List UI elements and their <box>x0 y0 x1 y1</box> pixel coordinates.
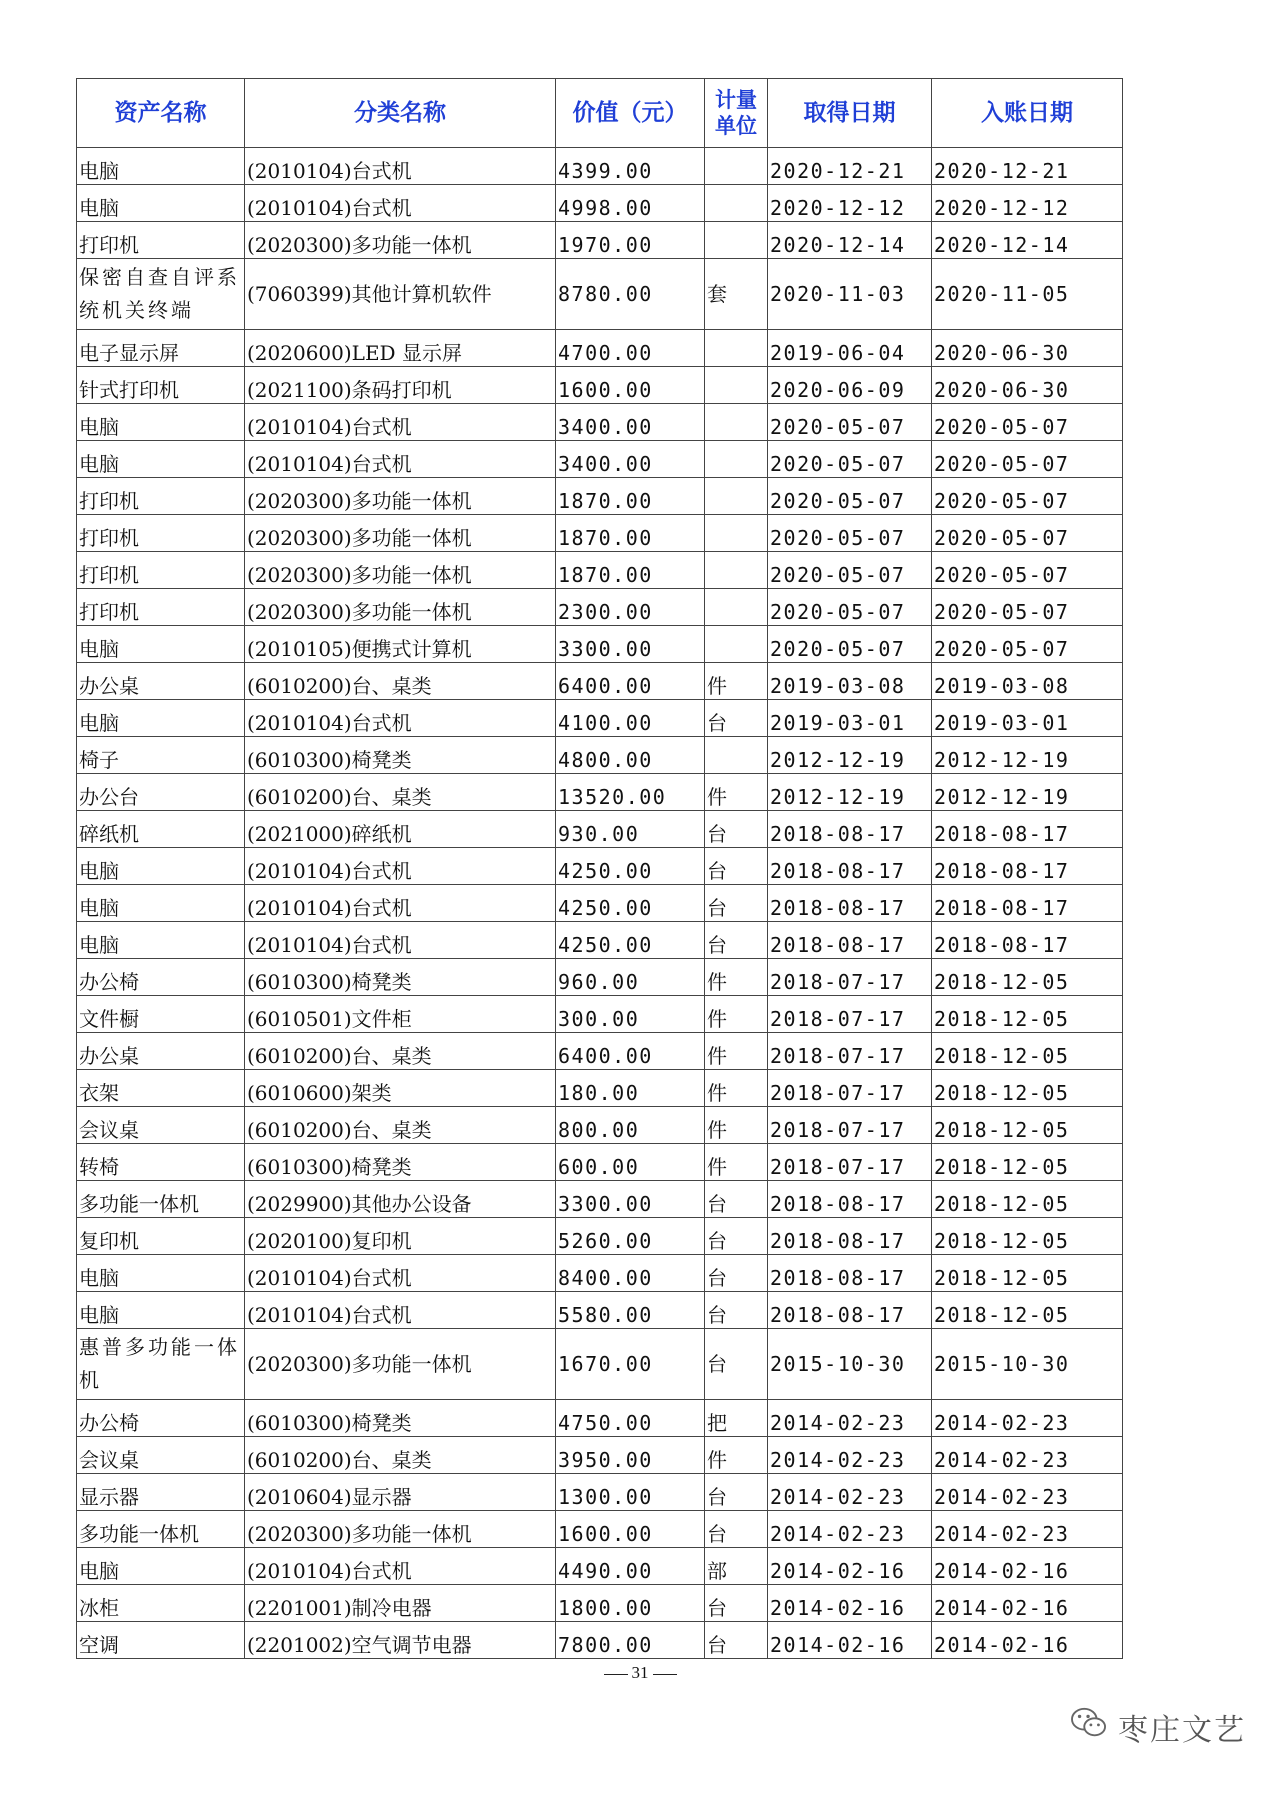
cell-booked-date: 2018-08-17 <box>932 848 1123 885</box>
cell-asset-name: 办公桌 <box>77 663 245 700</box>
cell-unit <box>705 185 768 222</box>
cell-asset-name: 显示器 <box>77 1474 245 1511</box>
cell-category: (6010200)台、桌类 <box>245 774 556 811</box>
header-asset-name: 资产名称 <box>77 79 245 148</box>
cell-value: 5260.00 <box>556 1218 705 1255</box>
cell-asset-name: 电脑 <box>77 885 245 922</box>
header-category: 分类名称 <box>245 79 556 148</box>
cell-category: (2201002)空气调节电器 <box>245 1622 556 1659</box>
cell-unit: 套 <box>705 259 768 330</box>
cell-asset-name: 电脑 <box>77 185 245 222</box>
cell-booked-date: 2020-05-07 <box>932 404 1123 441</box>
cell-asset-name: 多功能一体机 <box>77 1511 245 1548</box>
cell-unit <box>705 330 768 367</box>
cell-unit: 台 <box>705 922 768 959</box>
cell-acquired-date: 2018-07-17 <box>768 1070 932 1107</box>
cell-value: 4750.00 <box>556 1400 705 1437</box>
cell-value: 1600.00 <box>556 1511 705 1548</box>
cell-asset-name: 办公桌 <box>77 1033 245 1070</box>
cell-asset-name: 打印机 <box>77 222 245 259</box>
cell-asset-name: 电脑 <box>77 922 245 959</box>
header-unit <box>705 79 768 148</box>
cell-acquired-date: 2018-08-17 <box>768 1218 932 1255</box>
table-row <box>77 552 1123 589</box>
cell-unit: 件 <box>705 1070 768 1107</box>
cell-booked-date: 2014-02-16 <box>932 1585 1123 1622</box>
table-row <box>77 185 1123 222</box>
cell-acquired-date: 2018-07-17 <box>768 959 932 996</box>
table-row <box>77 1622 1123 1659</box>
cell-category: (2010104)台式机 <box>245 1292 556 1329</box>
cell-asset-name: 电脑 <box>77 441 245 478</box>
cell-value: 960.00 <box>556 959 705 996</box>
cell-category: (6010300)椅凳类 <box>245 1400 556 1437</box>
cell-value: 4700.00 <box>556 330 705 367</box>
cell-category: (6010300)椅凳类 <box>245 959 556 996</box>
cell-acquired-date: 2014-02-16 <box>768 1548 932 1585</box>
table-row <box>77 1437 1123 1474</box>
cell-value: 1670.00 <box>556 1329 705 1400</box>
cell-asset-name: 文件橱 <box>77 996 245 1033</box>
cell-value: 1870.00 <box>556 478 705 515</box>
cell-acquired-date: 2012-12-19 <box>768 774 932 811</box>
cell-unit: 台 <box>705 700 768 737</box>
cell-unit <box>705 222 768 259</box>
table-row <box>77 663 1123 700</box>
cell-booked-date: 2015-10-30 <box>932 1329 1123 1400</box>
cell-category: (2010104)台式机 <box>245 885 556 922</box>
cell-acquired-date: 2018-08-17 <box>768 885 932 922</box>
cell-value: 6400.00 <box>556 1033 705 1070</box>
cell-booked-date: 2014-02-16 <box>932 1622 1123 1659</box>
table-row <box>77 1329 1123 1400</box>
table-row <box>77 1292 1123 1329</box>
cell-booked-date: 2012-12-19 <box>932 774 1123 811</box>
table-row <box>77 848 1123 885</box>
cell-acquired-date: 2018-08-17 <box>768 1181 932 1218</box>
cell-booked-date: 2014-02-23 <box>932 1400 1123 1437</box>
cell-acquired-date: 2018-08-17 <box>768 1292 932 1329</box>
cell-booked-date: 2014-02-23 <box>932 1437 1123 1474</box>
cell-acquired-date: 2020-05-07 <box>768 589 932 626</box>
cell-category: (2029900)其他办公设备 <box>245 1181 556 1218</box>
watermark <box>1070 1705 1246 1749</box>
cell-asset-name: 会议桌 <box>77 1437 245 1474</box>
cell-category: (2010104)台式机 <box>245 185 556 222</box>
cell-category: (2010104)台式机 <box>245 922 556 959</box>
cell-category: (6010200)台、桌类 <box>245 1107 556 1144</box>
table-row <box>77 885 1123 922</box>
cell-acquired-date: 2018-07-17 <box>768 1107 932 1144</box>
cell-unit: 件 <box>705 996 768 1033</box>
cell-booked-date: 2020-06-30 <box>932 330 1123 367</box>
table-row <box>77 626 1123 663</box>
cell-asset-name: 办公台 <box>77 774 245 811</box>
cell-asset-name: 衣架 <box>77 1070 245 1107</box>
cell-asset-name: 针式打印机 <box>77 367 245 404</box>
cell-category: (6010200)台、桌类 <box>245 1437 556 1474</box>
cell-value: 4250.00 <box>556 922 705 959</box>
cell-category: (6010200)台、桌类 <box>245 1033 556 1070</box>
cell-asset-name: 打印机 <box>77 589 245 626</box>
cell-value: 1300.00 <box>556 1474 705 1511</box>
cell-value: 6400.00 <box>556 663 705 700</box>
cell-category: (7060399)其他计算机软件 <box>245 259 556 330</box>
cell-acquired-date: 2019-03-08 <box>768 663 932 700</box>
cell-acquired-date: 2020-05-07 <box>768 478 932 515</box>
table-row <box>77 811 1123 848</box>
cell-value: 8780.00 <box>556 259 705 330</box>
cell-booked-date: 2018-12-05 <box>932 959 1123 996</box>
cell-category: (2010104)台式机 <box>245 1548 556 1585</box>
cell-unit: 件 <box>705 1144 768 1181</box>
cell-value: 1970.00 <box>556 222 705 259</box>
table-row <box>77 441 1123 478</box>
cell-value: 180.00 <box>556 1070 705 1107</box>
cell-asset-name: 电脑 <box>77 1548 245 1585</box>
cell-asset-name: 电脑 <box>77 848 245 885</box>
cell-acquired-date: 2014-02-23 <box>768 1511 932 1548</box>
cell-category: (2020300)多功能一体机 <box>245 222 556 259</box>
cell-acquired-date: 2015-10-30 <box>768 1329 932 1400</box>
cell-acquired-date: 2018-08-17 <box>768 922 932 959</box>
cell-acquired-date: 2014-02-23 <box>768 1437 932 1474</box>
cell-category: (2020300)多功能一体机 <box>245 478 556 515</box>
cell-value: 7800.00 <box>556 1622 705 1659</box>
cell-asset-name: 多功能一体机 <box>77 1181 245 1218</box>
cell-unit <box>705 441 768 478</box>
page-number-dash-left <box>604 1674 628 1675</box>
cell-asset-name: 办公椅 <box>77 959 245 996</box>
cell-unit: 件 <box>705 774 768 811</box>
header-unit-line1: 计量 <box>715 87 757 112</box>
cell-acquired-date: 2020-05-07 <box>768 441 932 478</box>
cell-acquired-date: 2020-06-09 <box>768 367 932 404</box>
cell-category: (6010600)架类 <box>245 1070 556 1107</box>
cell-category: (2201001)制冷电器 <box>245 1585 556 1622</box>
cell-value: 8400.00 <box>556 1255 705 1292</box>
cell-acquired-date: 2020-05-07 <box>768 404 932 441</box>
table-row <box>77 478 1123 515</box>
cell-value: 3300.00 <box>556 1181 705 1218</box>
table-row <box>77 515 1123 552</box>
cell-booked-date: 2020-05-07 <box>932 515 1123 552</box>
table-row <box>77 367 1123 404</box>
cell-acquired-date: 2012-12-19 <box>768 737 932 774</box>
cell-value: 1600.00 <box>556 367 705 404</box>
cell-unit: 台 <box>705 1218 768 1255</box>
header-value: 价值（元） <box>556 79 705 148</box>
cell-unit: 把 <box>705 1400 768 1437</box>
header-acquired-date: 取得日期 <box>768 79 932 148</box>
cell-value: 600.00 <box>556 1144 705 1181</box>
cell-acquired-date: 2014-02-16 <box>768 1585 932 1622</box>
cell-booked-date: 2020-05-07 <box>932 552 1123 589</box>
cell-asset-name: 复印机 <box>77 1218 245 1255</box>
cell-acquired-date: 2018-07-17 <box>768 996 932 1033</box>
cell-unit: 件 <box>705 1437 768 1474</box>
cell-unit <box>705 552 768 589</box>
cell-value: 1870.00 <box>556 552 705 589</box>
cell-value: 3400.00 <box>556 404 705 441</box>
cell-value: 4998.00 <box>556 185 705 222</box>
cell-unit: 台 <box>705 1329 768 1400</box>
table-row <box>77 1474 1123 1511</box>
cell-asset-name: 打印机 <box>77 552 245 589</box>
cell-unit: 台 <box>705 885 768 922</box>
table-row <box>77 1144 1123 1181</box>
cell-booked-date: 2020-06-30 <box>932 367 1123 404</box>
asset-table <box>76 78 1123 1659</box>
cell-unit: 台 <box>705 848 768 885</box>
cell-category: (6010200)台、桌类 <box>245 663 556 700</box>
cell-booked-date: 2018-12-05 <box>932 1181 1123 1218</box>
cell-booked-date: 2018-08-17 <box>932 922 1123 959</box>
cell-acquired-date: 2020-05-07 <box>768 626 932 663</box>
cell-acquired-date: 2020-12-21 <box>768 148 932 185</box>
cell-unit: 台 <box>705 1622 768 1659</box>
cell-category: (6010300)椅凳类 <box>245 737 556 774</box>
cell-category: (2020300)多功能一体机 <box>245 1329 556 1400</box>
cell-value: 300.00 <box>556 996 705 1033</box>
cell-category: (2010104)台式机 <box>245 700 556 737</box>
table-row <box>77 330 1123 367</box>
cell-booked-date: 2020-12-14 <box>932 222 1123 259</box>
cell-booked-date: 2018-08-17 <box>932 885 1123 922</box>
cell-acquired-date: 2019-06-04 <box>768 330 932 367</box>
cell-asset-name: 空调 <box>77 1622 245 1659</box>
cell-value: 4800.00 <box>556 737 705 774</box>
cell-asset-name: 转椅 <box>77 1144 245 1181</box>
cell-acquired-date: 2020-11-03 <box>768 259 932 330</box>
cell-value: 5580.00 <box>556 1292 705 1329</box>
table-row <box>77 774 1123 811</box>
cell-asset-name: 办公椅 <box>77 1400 245 1437</box>
cell-booked-date: 2014-02-16 <box>932 1548 1123 1585</box>
cell-booked-date: 2020-11-05 <box>932 259 1123 330</box>
cell-category: (2020300)多功能一体机 <box>245 515 556 552</box>
cell-unit: 台 <box>705 811 768 848</box>
cell-booked-date: 2018-12-05 <box>932 1144 1123 1181</box>
cell-value: 930.00 <box>556 811 705 848</box>
table-row <box>77 959 1123 996</box>
cell-unit <box>705 148 768 185</box>
header-row <box>77 79 1123 148</box>
table-row <box>77 1548 1123 1585</box>
cell-value: 800.00 <box>556 1107 705 1144</box>
cell-value: 3300.00 <box>556 626 705 663</box>
cell-booked-date: 2020-05-07 <box>932 589 1123 626</box>
cell-value: 4250.00 <box>556 848 705 885</box>
table-row <box>77 996 1123 1033</box>
cell-acquired-date: 2018-08-17 <box>768 1255 932 1292</box>
table-row <box>77 404 1123 441</box>
cell-booked-date: 2018-12-05 <box>932 1070 1123 1107</box>
table-row <box>77 259 1123 330</box>
cell-category: (2010105)便携式计算机 <box>245 626 556 663</box>
cell-unit: 台 <box>705 1292 768 1329</box>
cell-asset-name: 电脑 <box>77 1292 245 1329</box>
cell-booked-date: 2018-12-05 <box>932 996 1123 1033</box>
cell-booked-date: 2020-05-07 <box>932 626 1123 663</box>
cell-asset-name: 冰柜 <box>77 1585 245 1622</box>
cell-category: (2010104)台式机 <box>245 1255 556 1292</box>
cell-unit: 件 <box>705 959 768 996</box>
cell-booked-date: 2018-12-05 <box>932 1255 1123 1292</box>
cell-category: (2021100)条码打印机 <box>245 367 556 404</box>
table-row <box>77 922 1123 959</box>
cell-category: (2021000)碎纸机 <box>245 811 556 848</box>
cell-category: (2020100)复印机 <box>245 1218 556 1255</box>
cell-value: 1870.00 <box>556 515 705 552</box>
cell-booked-date: 2020-12-21 <box>932 148 1123 185</box>
table-row <box>77 1107 1123 1144</box>
cell-asset-name: 打印机 <box>77 515 245 552</box>
cell-unit <box>705 626 768 663</box>
cell-acquired-date: 2019-03-01 <box>768 700 932 737</box>
cell-booked-date: 2018-12-05 <box>932 1292 1123 1329</box>
cell-booked-date: 2018-08-17 <box>932 811 1123 848</box>
cell-acquired-date: 2020-05-07 <box>768 515 932 552</box>
table-row <box>77 148 1123 185</box>
cell-unit: 台 <box>705 1181 768 1218</box>
cell-booked-date: 2018-12-05 <box>932 1033 1123 1070</box>
cell-asset-name: 碎纸机 <box>77 811 245 848</box>
page-number-value: 31 <box>631 1663 649 1682</box>
wechat-icon <box>1070 1706 1108 1748</box>
cell-value: 2300.00 <box>556 589 705 626</box>
header-unit-line2: 单位 <box>715 114 757 138</box>
watermark-text: 枣庄文艺 <box>1118 1713 1246 1748</box>
cell-acquired-date: 2020-12-14 <box>768 222 932 259</box>
cell-category: (2020300)多功能一体机 <box>245 1511 556 1548</box>
cell-category: (2010104)台式机 <box>245 848 556 885</box>
cell-category: (2010104)台式机 <box>245 148 556 185</box>
cell-unit: 台 <box>705 1255 768 1292</box>
page-number <box>0 1663 1280 1683</box>
table-row <box>77 1511 1123 1548</box>
table-row <box>77 1181 1123 1218</box>
cell-value: 3950.00 <box>556 1437 705 1474</box>
cell-acquired-date: 2018-07-17 <box>768 1033 932 1070</box>
table-body <box>77 148 1123 1659</box>
cell-acquired-date: 2014-02-23 <box>768 1400 932 1437</box>
cell-asset-name: 会议桌 <box>77 1107 245 1144</box>
cell-unit <box>705 737 768 774</box>
header-booked-date: 入账日期 <box>932 79 1123 148</box>
cell-booked-date: 2020-12-12 <box>932 185 1123 222</box>
cell-asset-name: 电脑 <box>77 626 245 663</box>
cell-value: 4399.00 <box>556 148 705 185</box>
cell-unit: 台 <box>705 1511 768 1548</box>
table-row <box>77 1218 1123 1255</box>
cell-booked-date: 2020-05-07 <box>932 478 1123 515</box>
cell-booked-date: 2018-12-05 <box>932 1107 1123 1144</box>
table-row <box>77 1400 1123 1437</box>
cell-asset-name: 电子显示屏 <box>77 330 245 367</box>
cell-category: (6010300)椅凳类 <box>245 1144 556 1181</box>
cell-unit: 部 <box>705 1548 768 1585</box>
cell-unit <box>705 404 768 441</box>
table-row <box>77 700 1123 737</box>
cell-value: 1800.00 <box>556 1585 705 1622</box>
cell-unit: 件 <box>705 1033 768 1070</box>
cell-acquired-date: 2018-07-17 <box>768 1144 932 1181</box>
cell-asset-name: 保密自查自评系统机关终端 <box>77 259 245 330</box>
table-row <box>77 737 1123 774</box>
cell-booked-date: 2019-03-01 <box>932 700 1123 737</box>
cell-category: (2010104)台式机 <box>245 404 556 441</box>
table-row <box>77 1255 1123 1292</box>
page-number-dash-right <box>653 1674 677 1675</box>
cell-unit: 台 <box>705 1585 768 1622</box>
cell-asset-name: 打印机 <box>77 478 245 515</box>
table-row <box>77 589 1123 626</box>
cell-asset-name: 惠普多功能一体机 <box>77 1329 245 1400</box>
cell-category: (2020600)LED 显示屏 <box>245 330 556 367</box>
cell-unit <box>705 589 768 626</box>
cell-category: (2010104)台式机 <box>245 441 556 478</box>
cell-acquired-date: 2020-05-07 <box>768 552 932 589</box>
table-row <box>77 222 1123 259</box>
cell-acquired-date: 2020-12-12 <box>768 185 932 222</box>
cell-booked-date: 2012-12-19 <box>932 737 1123 774</box>
cell-value: 4250.00 <box>556 885 705 922</box>
cell-asset-name: 椅子 <box>77 737 245 774</box>
cell-asset-name: 电脑 <box>77 148 245 185</box>
cell-acquired-date: 2014-02-16 <box>768 1622 932 1659</box>
cell-unit <box>705 515 768 552</box>
cell-value: 4100.00 <box>556 700 705 737</box>
table-row <box>77 1033 1123 1070</box>
cell-booked-date: 2014-02-23 <box>932 1474 1123 1511</box>
cell-booked-date: 2018-12-05 <box>932 1218 1123 1255</box>
cell-asset-name: 电脑 <box>77 700 245 737</box>
cell-unit: 台 <box>705 1474 768 1511</box>
cell-booked-date: 2020-05-07 <box>932 441 1123 478</box>
cell-category: (2010604)显示器 <box>245 1474 556 1511</box>
cell-asset-name: 电脑 <box>77 404 245 441</box>
cell-category: (2020300)多功能一体机 <box>245 552 556 589</box>
cell-value: 13520.00 <box>556 774 705 811</box>
cell-asset-name: 电脑 <box>77 1255 245 1292</box>
table-row <box>77 1585 1123 1622</box>
cell-booked-date: 2014-02-23 <box>932 1511 1123 1548</box>
cell-unit: 件 <box>705 1107 768 1144</box>
cell-unit <box>705 478 768 515</box>
cell-unit <box>705 367 768 404</box>
cell-acquired-date: 2014-02-23 <box>768 1474 932 1511</box>
table-row <box>77 1070 1123 1107</box>
cell-value: 4490.00 <box>556 1548 705 1585</box>
cell-unit: 件 <box>705 663 768 700</box>
cell-booked-date: 2019-03-08 <box>932 663 1123 700</box>
cell-acquired-date: 2018-08-17 <box>768 811 932 848</box>
cell-value: 3400.00 <box>556 441 705 478</box>
cell-category: (6010501)文件柜 <box>245 996 556 1033</box>
cell-acquired-date: 2018-08-17 <box>768 848 932 885</box>
cell-category: (2020300)多功能一体机 <box>245 589 556 626</box>
